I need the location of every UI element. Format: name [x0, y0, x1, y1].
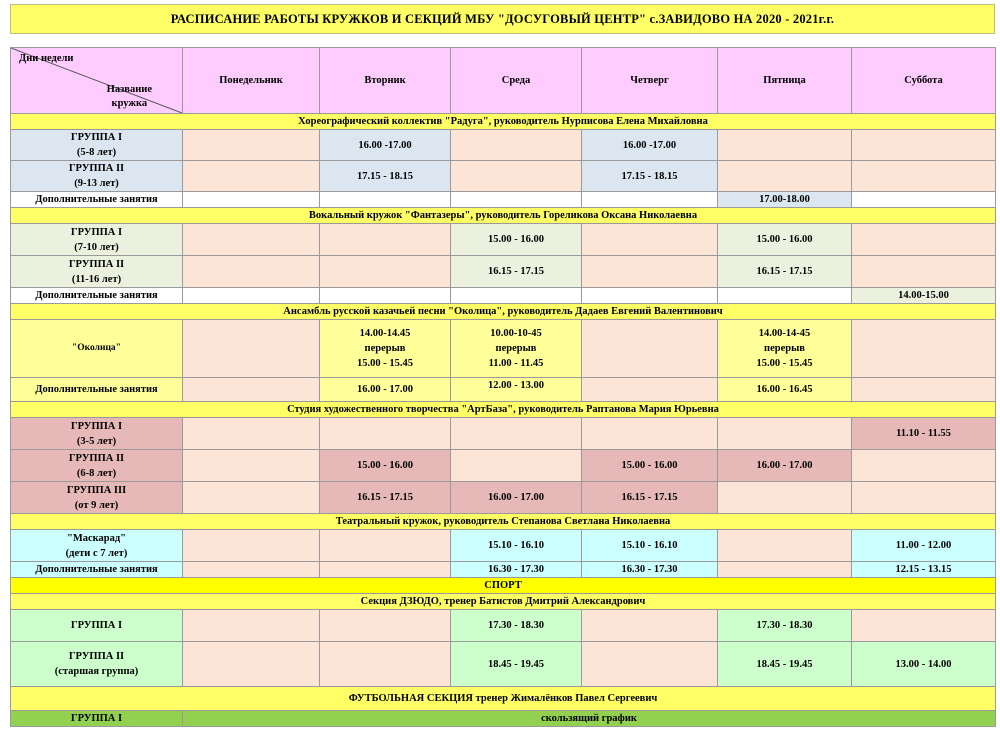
header-club-label: Название кружка [106, 84, 152, 109]
header-corner [11, 48, 183, 114]
slot-cell: 16.00 - 17.00 [320, 378, 451, 402]
table-row [11, 256, 996, 288]
group-label: ГРУППА I (3-5 лет) [11, 418, 183, 450]
header-days-label: Дни недели [19, 53, 74, 64]
schedule-table [10, 47, 996, 727]
slot-cell: 14.00-15.00 [852, 288, 996, 304]
section-title-artbaza: Студия художественного творчества "АртБаза", руководитель Раптанова Мария Юрьевна [11, 402, 996, 418]
slot-cell: 15.00 - 16.00 [451, 224, 582, 256]
group-label: "Околица" [11, 320, 183, 378]
extra-label: Дополнительные занятия [11, 378, 183, 402]
section-title-sport: СПОРТ [11, 578, 996, 594]
section-title-raduga: Хореографический коллектив "Радуга", руководитель Нурписова Елена Михайловна [11, 114, 996, 130]
table-row [11, 320, 996, 378]
slot-cell: 16.00 - 17.00 [451, 482, 582, 514]
group-label: ГРУППА II (6-8 лет) [11, 450, 183, 482]
slot-cell: 17.15 - 18.15 [320, 161, 451, 192]
group-label: ГРУППА II (9-13 лет) [11, 161, 183, 192]
section-title-maskarad: Театральный кружок, руководитель Степанова Светлана Николаевна [11, 514, 996, 530]
table-row [11, 562, 996, 578]
slot-cell: 17.30 - 18.30 [451, 610, 582, 642]
section-title-fantazery: Вокальный кружок "Фантазеры", руководитель Гореликова Оксана Николаевна [11, 208, 996, 224]
slot-cell: 11.10 - 11.55 [852, 418, 996, 450]
table-row [11, 418, 996, 450]
slot-cell: 15.10 - 16.10 [582, 530, 718, 562]
slot-cell: 16.15 - 17.15 [582, 482, 718, 514]
header-day-mon: Понедельник [183, 48, 320, 114]
slot-cell: 14.00-14-45 перерыв 15.00 - 15.45 [718, 320, 852, 378]
table-row [11, 711, 996, 727]
slot-cell: 16.00 - 16.45 [718, 378, 852, 402]
slot-cell: 12.00 - 13.00 [451, 378, 582, 402]
table-row [11, 610, 996, 642]
slot-cell: 16.15 - 17.15 [451, 256, 582, 288]
slot-cell: 15.10 - 16.10 [451, 530, 582, 562]
table-row [11, 482, 996, 514]
slot-cell: 17.00-18.00 [718, 192, 852, 208]
group-label: ГРУППА II (11-16 лет) [11, 256, 183, 288]
slot-cell: 15.00 - 16.00 [582, 450, 718, 482]
slot-cell: 16.00 -17.00 [582, 130, 718, 161]
slot-cell: 11.00 - 12.00 [852, 530, 996, 562]
header-row [11, 48, 996, 114]
slot-cell: 18.45 - 19.45 [451, 642, 582, 687]
section-title-football: ФУТБОЛЬНАЯ СЕКЦИЯ тренер Жималёнков Павел Сергеевич [11, 687, 996, 711]
table-row [11, 530, 996, 562]
slot-cell: 12.15 - 13.15 [852, 562, 996, 578]
header-day-sat: Суббота [852, 48, 996, 114]
group-label: ГРУППА I [11, 610, 183, 642]
table-row [11, 224, 996, 256]
section-title-okolitsa: Ансамбль русской казачьей песни "Околица", руководитель Дадаев Евгений Валентинович [11, 304, 996, 320]
slot-cell: 16.00 - 17.00 [718, 450, 852, 482]
table-row [11, 288, 996, 304]
slot-cell: 15.00 - 16.00 [320, 450, 451, 482]
table-row [11, 161, 996, 192]
slot-cell: 18.45 - 19.45 [718, 642, 852, 687]
slot-cell: 16.15 - 17.15 [718, 256, 852, 288]
section-title-judo: Секция ДЗЮДО, тренер Батистов Дмитрий Александрович [11, 594, 996, 610]
slot-cell: 14.00-14.45 перерыв 15.00 - 15.45 [320, 320, 451, 378]
group-label: ГРУППА I (5-8 лет) [11, 130, 183, 161]
group-label: ГРУППА II (старшая группа) [11, 642, 183, 687]
group-label: ГРУППА III (от 9 лет) [11, 482, 183, 514]
slot-cell: 10.00-10-45 перерыв 11.00 - 11.45 [451, 320, 582, 378]
slot-cell: 17.15 - 18.15 [582, 161, 718, 192]
page-title: РАСПИСАНИЕ РАБОТЫ КРУЖКОВ И СЕКЦИЙ МБУ "ДОСУГОВЫЙ ЦЕНТР" с.ЗАВИДОВО НА 2020 - 2021г.г. [10, 4, 995, 34]
table-row [11, 130, 996, 161]
slot-cell: скользящий график [183, 711, 996, 727]
slot-cell: 15.00 - 16.00 [718, 224, 852, 256]
table-row [11, 450, 996, 482]
header-day-thu: Четверг [582, 48, 718, 114]
table-row [11, 378, 996, 402]
slot-cell: 16.30 - 17.30 [451, 562, 582, 578]
group-label: ГРУППА I [11, 711, 183, 727]
slot-cell: 17.30 - 18.30 [718, 610, 852, 642]
table-row [11, 192, 996, 208]
group-label: ГРУППА I (7-10 лет) [11, 224, 183, 256]
extra-label: Дополнительные занятия [11, 562, 183, 578]
group-label: "Маскарад" (дети с 7 лет) [11, 530, 183, 562]
slot-cell: 16.00 -17.00 [320, 130, 451, 161]
table-row [11, 642, 996, 687]
extra-label: Дополнительные занятия [11, 288, 183, 304]
header-day-fri: Пятница [718, 48, 852, 114]
extra-label: Дополнительные занятия [11, 192, 183, 208]
slot-cell: 13.00 - 14.00 [852, 642, 996, 687]
slot-cell: 16.30 - 17.30 [582, 562, 718, 578]
header-day-tue: Вторник [320, 48, 451, 114]
header-day-wed: Среда [451, 48, 582, 114]
slot-cell: 16.15 - 17.15 [320, 482, 451, 514]
